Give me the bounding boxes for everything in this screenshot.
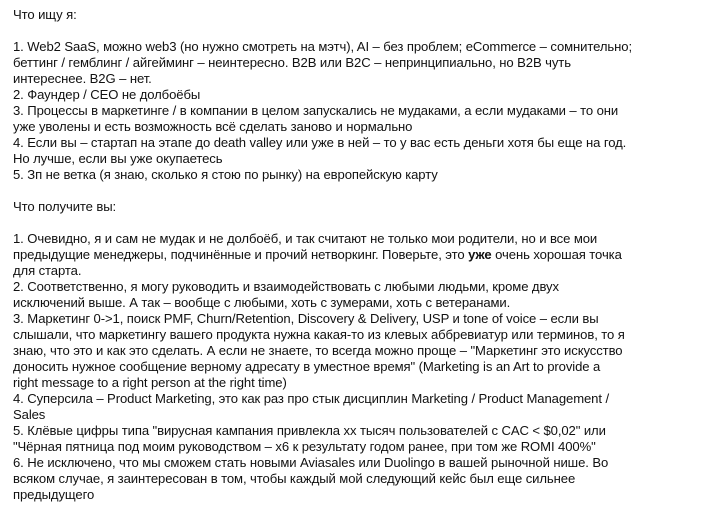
- you-get-line: 5. Клёвые цифры типа "вирусная кампания привлекла xx тысяч пользователей с CAC < $0,02" или: [13, 423, 606, 438]
- you-get-line: всяком случае, я заинтересован в том, чтобы каждый мой следующий кейс был еще сильнее: [13, 471, 576, 486]
- looking-for-line: Но лучше, если вы уже окупаетесь: [13, 151, 223, 166]
- text-fragment: очень хорошая точка: [491, 247, 622, 262]
- looking-for-line: 3. Процессы в маркетинге / в компании в целом запускались не мудаками, а если мудаками – то они: [13, 103, 619, 118]
- spacer: [13, 215, 711, 231]
- you-get-line: доносить нужное сообщение верному адресату в уместное время" (Marketing is an Art to provide a: [13, 359, 601, 374]
- you-get-line: предыдущего: [13, 487, 95, 502]
- you-get-line: 3. Маркетинг 0->1, поиск PMF, Churn/Retention, Discovery & Delivery, USP и tone of voice – если вы: [13, 311, 599, 326]
- you-get-line: "Чёрная пятница под моим руководством – x6 к результату годом ранее, при том же ROMI 400%": [13, 439, 596, 454]
- looking-for-line: 5. Зп не ветка (я знаю, сколько я стою по рынку) на европейскую карту: [13, 167, 438, 182]
- looking-for-line: беттинг / гемблинг / айгейминг – неинтересно. B2B или B2C – непринципиально, но B2B чуть: [13, 55, 571, 70]
- you-get-line: 6. Не исключено, что мы сможем стать новыми Aviasales или Duolingo в вашей рыночной нише. Во: [13, 455, 609, 470]
- looking-for-line: 1. Web2 SaaS, можно web3 (но нужно смотреть на мэтч), AI – без проблем; eCommerce – сомнительно;: [13, 39, 632, 54]
- spacer: [13, 23, 711, 39]
- you-get-line: 2. Соответственно, я могу руководить и взаимодействовать с любыми людьми, кроме двух: [13, 279, 559, 294]
- section-heading-looking-for: Что ищу я:: [13, 7, 77, 22]
- you-get-line: слышали, что маркетингу вашего продукта нужна какая-то из клевых аббревиатур или терминов, то я: [13, 327, 625, 342]
- spacer: [13, 183, 711, 199]
- looking-for-line: интереснее. B2G – нет.: [13, 71, 152, 86]
- you-get-line: знаю, что это и как это сделать. А если не знаете, то всегда можно проще – "Маркетинг это искусство: [13, 343, 623, 358]
- you-get-line-with-bold: [13, 247, 711, 263]
- text-fragment: предыдущие менеджеры, подчинённые и прочий нетворкинг. Поверьте, это: [13, 247, 469, 262]
- you-get-line: 1. Очевидно, я и сам не мудак и не долбоёб, и так считают не только мои родители, но и все мои: [13, 231, 598, 246]
- you-get-line: для старта.: [13, 263, 82, 278]
- looking-for-line: 2. Фаундер / CEO не долбоёбы: [13, 87, 201, 102]
- looking-for-line: уже уволены и есть возможность всё сделать заново и нормально: [13, 119, 413, 134]
- looking-for-line: 4. Если вы – стартап на этапе до death valley или уже в ней – то у вас есть деньги хотя бы еще на год.: [13, 135, 627, 150]
- bold-emphasis: уже: [468, 247, 492, 262]
- you-get-line: исключений выше. А так – вообще с любыми, хоть с зумерами, хоть с ветеранами.: [13, 295, 511, 310]
- you-get-line: right message to a right person at the right time): [13, 375, 287, 390]
- section-heading-you-get: Что получите вы:: [13, 199, 117, 214]
- you-get-line: Sales: [13, 407, 46, 422]
- you-get-line: 4. Суперсила – Product Marketing, это как раз про стык дисциплин Marketing / Product Management /: [13, 391, 609, 406]
